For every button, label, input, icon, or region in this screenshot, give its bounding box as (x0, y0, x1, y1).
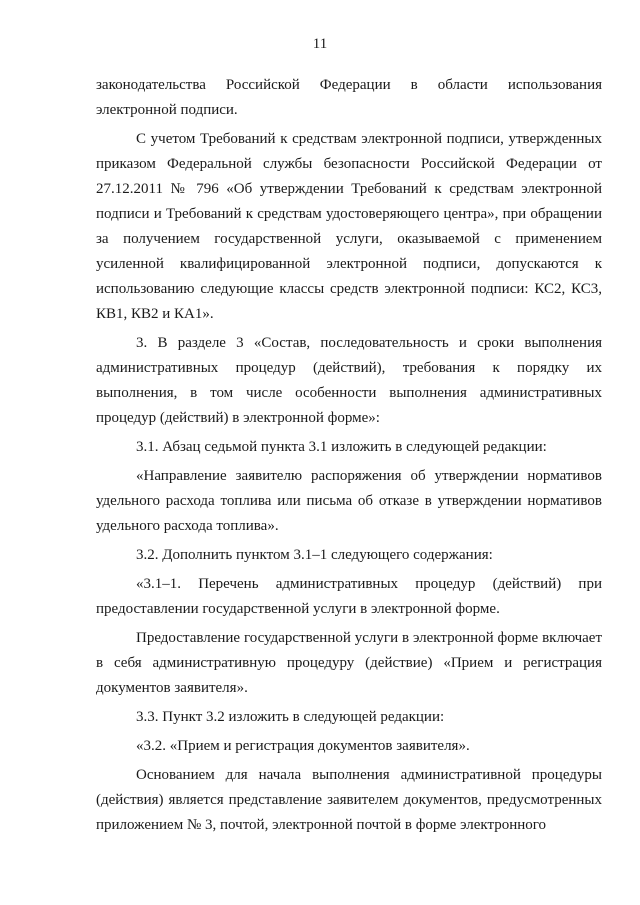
paragraph-1: законодательства Российской Федерации в области использования электронной подписи. (96, 77, 602, 118)
page-number: 11 (312, 36, 328, 52)
paragraph-3: 3. В разделе 3 «Состав, последовательность и сроки выполнения административных процедур (действий), требования к порядку их выполнения, в том числе особенности выполнения административных процедур (действий) в электронной форме»: (96, 335, 602, 426)
paragraph-2: С учетом Требований к средствам электронной подписи, утвержденных приказом Федеральной службы безопасности Российской Федерации от 27.12.2011 № 796 «Об утверждении Требований к средствам электронной подписи и Требований к средствам удостоверяющего центра», при обращении за получением государственной услуги, оказываемой с применением усиленной квалифицированной электронной подписи, допускаются к использованию следующие классы средств электронной подписи: КС2, КС3, КВ1, КВ2 и КА1». (96, 131, 602, 322)
paragraph-7: «3.1–1. Перечень административных процедур (действий) при предоставлении государственной услуги в электронной форме. (96, 576, 602, 617)
paragraph-5: «Направление заявителю распоряжения об утверждении нормативов удельного расхода топлива или письма об отказе в утверждении нормативов удельного расхода топлива». (96, 468, 602, 534)
paragraph-9: 3.3. Пункт 3.2 изложить в следующей редакции: (136, 709, 445, 725)
document-body (96, 73, 602, 842)
paragraph-10: «3.2. «Прием и регистрация документов заявителя». (136, 738, 470, 754)
paragraph-4: 3.1. Абзац седьмой пункта 3.1 изложить в следующей редакции: (136, 439, 547, 455)
paragraph-6: 3.2. Дополнить пунктом 3.1–1 следующего содержания: (136, 547, 493, 563)
paragraph-11: Основанием для начала выполнения административной процедуры (действия) является представление заявителем документов, предусмотренных приложением № 3, почтой, электронной почтой в форме электронного (96, 767, 602, 833)
paragraph-8: Предоставление государственной услуги в электронной форме включает в себя административную процедуру (действие) «Прием и регистрация документов заявителя». (96, 630, 602, 696)
